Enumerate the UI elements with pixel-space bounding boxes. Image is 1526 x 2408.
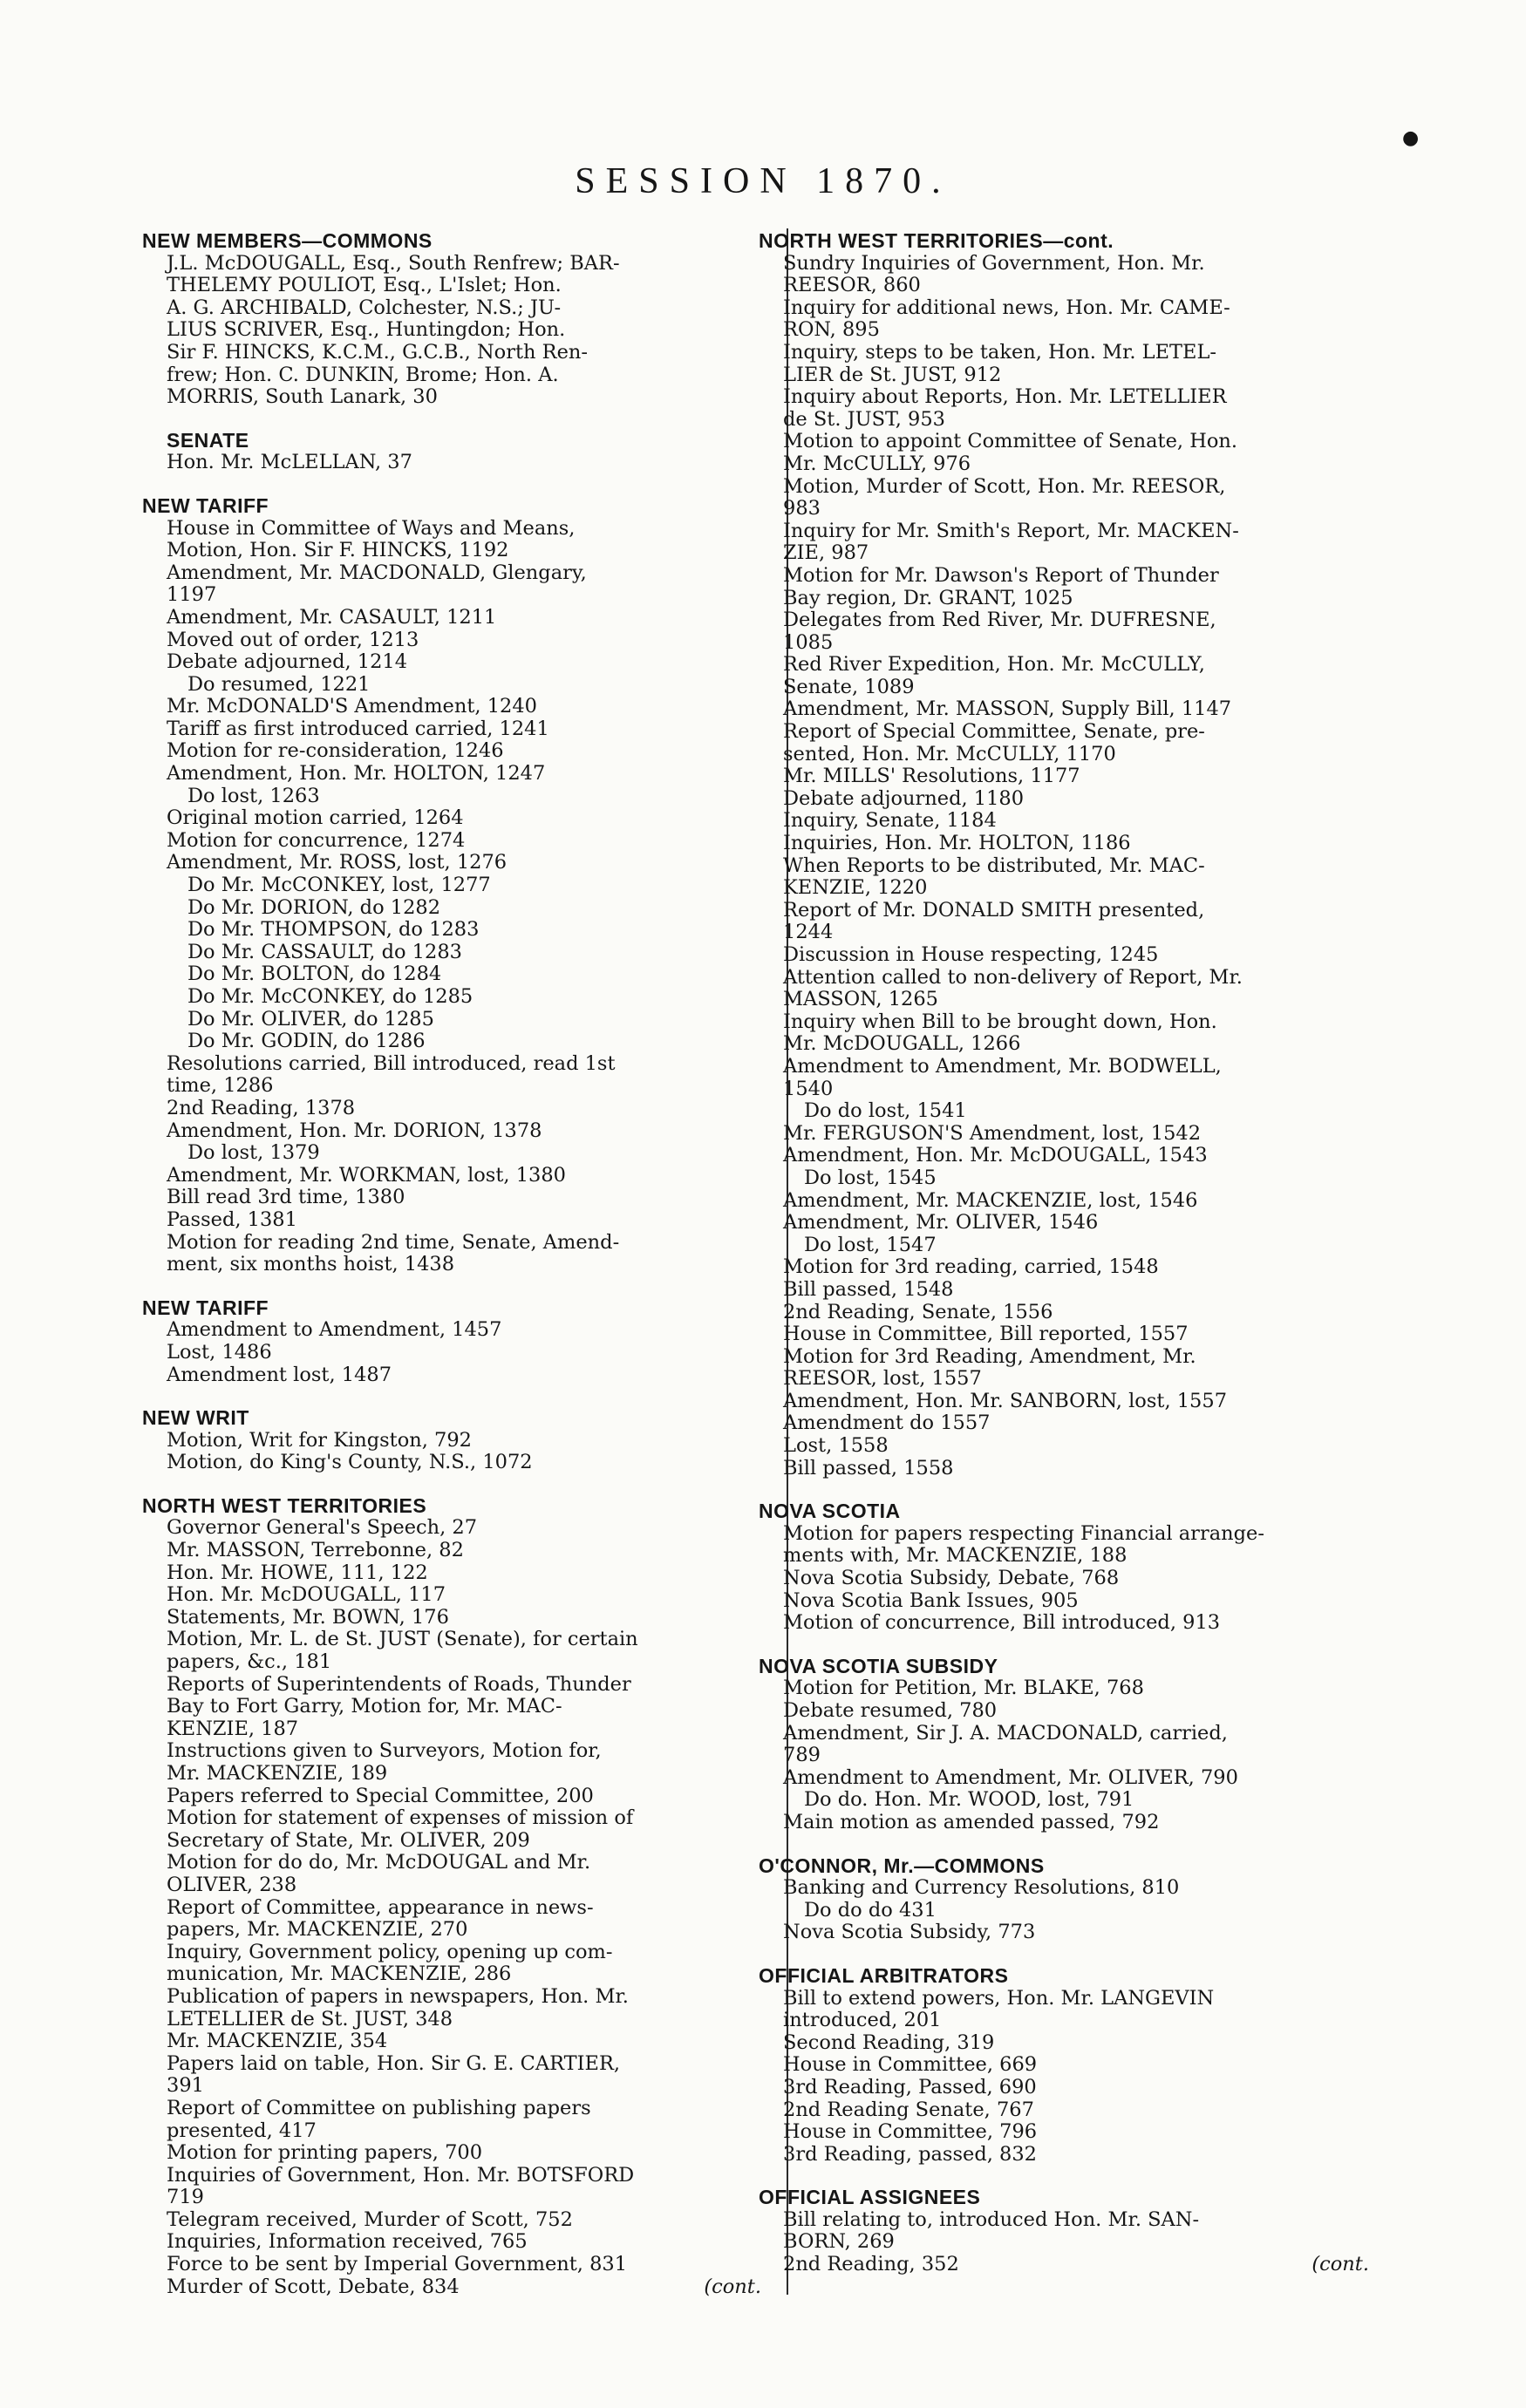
index-section: [142, 1297, 761, 1386]
index-line: Publication of papers in newspapers, Hon. Mr.: [167, 1984, 629, 2008]
index-line: ment, six months hoist, 1438: [167, 1253, 455, 1276]
index-line: Instructions given to Surveyors, Motion for,: [167, 1739, 602, 1763]
index-line: A. G. ARCHIBALD, Colchester, N.S.; JU-: [167, 296, 562, 319]
index-line: Motion for 3rd Reading, Amendment, Mr.: [783, 1344, 1196, 1368]
index-line: Hon. Mr. HOWE, 111, 122: [167, 1561, 428, 1584]
index-line: Motion for papers respecting Financial arrange-: [783, 1521, 1264, 1545]
index-line: ZIE, 987: [783, 541, 869, 565]
index-line: House in Committee, 669: [783, 2053, 1038, 2077]
index-line: Motion for Mr. Dawson's Report of Thunder: [783, 563, 1219, 587]
index-line: Mr. McDONALD'S Amendment, 1240: [167, 695, 537, 718]
section-heading: NOVA SCOTIA SUBSIDY: [759, 1654, 998, 1677]
section-gap: [759, 1479, 1369, 1500]
section-heading: NORTH WEST TERRITORIES: [142, 1493, 427, 1517]
index-line: Amendment to Amendment, Mr. BODWELL,: [783, 1054, 1222, 1078]
index-line: Do Mr. McCONKEY, do 1285: [187, 985, 473, 1008]
index-line: 3rd Reading, passed, 832: [783, 2142, 1037, 2166]
index-line: 2nd Reading, 1378: [167, 1096, 356, 1119]
index-line: Do Mr. THOMPSON, do 1283: [187, 918, 480, 942]
index-line: Inquiry, steps to be taken, Hon. Mr. LETEL-: [783, 340, 1216, 364]
index-line: Report of Committee on publishing papers: [167, 2096, 591, 2119]
index-line: Report of Mr. DONALD SMITH presented,: [783, 898, 1205, 922]
index-line: sented, Hon. Mr. McCULLY, 1170: [783, 742, 1116, 765]
index-line: Amendment, Mr. MASSON, Supply Bill, 1147: [783, 697, 1232, 721]
left-column: [142, 230, 761, 2298]
section-heading: NOVA SCOTIA: [759, 1500, 901, 1523]
section-gap: [759, 1635, 1369, 1656]
section-heading: NEW TARIFF: [142, 1296, 269, 1319]
index-section: [759, 1500, 1369, 1635]
index-line: Passed, 1381: [167, 1207, 297, 1231]
index-line: Amendment, Mr. ROSS, lost, 1276: [167, 851, 508, 874]
index-line: Amendment, Hon. Mr. SANBORN, lost, 1557: [783, 1389, 1228, 1412]
index-section: [142, 1495, 761, 2298]
index-line: Motion for do do, Mr. McDOUGAL and Mr.: [167, 1851, 591, 1874]
right-column: [759, 230, 1369, 2276]
index-line: Report of Special Committee, Senate, pre-: [783, 720, 1205, 744]
index-line: KENZIE, 1220: [783, 876, 928, 900]
index-line: Delegates from Red River, Mr. DUFRESNE,: [783, 609, 1216, 632]
section-gap: [142, 474, 761, 495]
index-line: Debate adjourned, 1180: [783, 786, 1025, 810]
index-line: 391: [167, 2074, 204, 2098]
index-line: Motion, Murder of Scott, Hon. Mr. REESOR,: [783, 474, 1226, 498]
section-gap: [759, 1944, 1369, 1965]
index-line: Mr. McDOUGALL, 1266: [783, 1032, 1021, 1056]
index-line: Secretary of State, Mr. OLIVER, 209: [167, 1828, 530, 1852]
section-gap: [759, 2166, 1369, 2187]
index-line: Hon. Mr. McLELLAN, 37: [167, 451, 412, 474]
index-line: Papers laid on table, Hon. Sir G. E. CARTIER,: [167, 2051, 621, 2075]
index-section: [759, 1965, 1369, 2166]
index-line: Do resumed, 1221: [187, 672, 371, 696]
index-line: Motion for Petition, Mr. BLAKE, 768: [783, 1677, 1144, 1700]
index-line: Motion for re-consideration, 1246: [167, 739, 504, 763]
index-line: Amendment, Mr. OLIVER, 1546: [783, 1211, 1099, 1235]
index-line: Amendment, Hon. Mr. HOLTON, 1247: [167, 762, 546, 786]
index-line: Do Mr. BOLTON, do 1284: [187, 963, 442, 986]
index-line: REESOR, lost, 1557: [783, 1367, 982, 1391]
index-line: LETELLIER de St. JUST, 348: [167, 2007, 453, 2030]
index-line: Inquiry for Mr. Smith's Report, Mr. MACKEN-: [783, 519, 1239, 542]
index-line: Bill read 3rd time, 1380: [167, 1186, 405, 1209]
index-line: Nova Scotia Subsidy, 773: [783, 1921, 1036, 1944]
index-line: THELEMY POULIOT, Esq., L'Islet; Hon.: [167, 274, 562, 297]
index-line: Amendment to Amendment, 1457: [167, 1318, 502, 1342]
index-line: Inquiries, Hon. Mr. HOLTON, 1186: [783, 832, 1131, 855]
index-line: Motion, Mr. L. de St. JUST (Senate), for certain: [167, 1628, 638, 1651]
index-line: House in Committee of Ways and Means,: [167, 516, 576, 540]
index-line: Do Mr. OLIVER, do 1285: [187, 1007, 434, 1031]
ink-dot: ●: [1402, 127, 1420, 149]
index-line: Motion to appoint Committee of Senate, Hon.: [783, 430, 1238, 453]
index-line: de St. JUST, 953: [783, 407, 945, 431]
index-line: Amendment, Hon. Mr. DORION, 1378: [167, 1119, 542, 1142]
index-line: When Reports to be distributed, Mr. MAC-: [783, 854, 1205, 877]
index-line: Force to be sent by Imperial Government, 831: [167, 2253, 628, 2276]
index-section: [142, 430, 761, 474]
index-line: Inquiry for additional news, Hon. Mr. CAME-: [783, 296, 1230, 319]
index-line: Mr. FERGUSON'S Amendment, lost, 1542: [783, 1121, 1202, 1145]
section-heading: NEW TARIFF: [142, 493, 269, 517]
index-line: BORN, 269: [783, 2230, 895, 2254]
section-heading: NORTH WEST TERRITORIES—cont.: [759, 229, 1114, 252]
index-line: 1244: [783, 921, 834, 944]
index-line: ments with, Mr. MACKENZIE, 188: [783, 1544, 1127, 1568]
section-heading: NEW WRIT: [142, 1406, 249, 1430]
index-line: Discussion in House respecting, 1245: [783, 943, 1159, 966]
index-line: LIUS SCRIVER, Esq., Huntingdon; Hon.: [167, 318, 566, 342]
index-line: House in Committee, Bill reported, 1557: [783, 1323, 1189, 1346]
index-line: presented, 417: [167, 2119, 317, 2142]
index-line: Amendment lost, 1487: [167, 1363, 392, 1386]
section-gap: [142, 409, 761, 430]
page-title: SESSION 1870.: [575, 161, 951, 201]
index-line: Tariff as first introduced carried, 1241: [167, 717, 549, 740]
index-line: Governor General's Speech, 27: [167, 1516, 478, 1540]
index-line: Papers referred to Special Committee, 200: [167, 1784, 594, 1807]
index-line: Mr. MACKENZIE, 189: [167, 1762, 388, 1785]
index-line: Amendment, Sir J. A. MACDONALD, carried,: [783, 1721, 1228, 1745]
index-line: Amendment, Mr. CASAULT, 1211: [167, 605, 497, 629]
index-line: Motion, do King's County, N.S., 1072: [167, 1451, 533, 1474]
index-line: OLIVER, 238: [167, 1873, 297, 1896]
index-line: Amendment, Mr. WORKMAN, lost, 1380: [167, 1163, 566, 1187]
index-line: 3rd Reading, Passed, 690: [783, 2075, 1037, 2098]
index-line: Main motion as amended passed, 792: [783, 1810, 1160, 1833]
section-gap: [142, 1386, 761, 1407]
index-line: Inquiry, Government policy, opening up com-: [167, 1940, 613, 1963]
index-line: Inquiry when Bill to be brought down, Hon.: [783, 1010, 1217, 1033]
index-line: Nova Scotia Subsidy, Debate, 768: [783, 1567, 1120, 1590]
index-line: Debate resumed, 780: [783, 1699, 998, 1722]
index-line: Bill to extend powers, Hon. Mr. LANGEVIN: [783, 1986, 1215, 2010]
section-heading: NEW MEMBERS—COMMONS: [142, 229, 433, 252]
index-line: Do lost, 1545: [804, 1166, 937, 1189]
index-section: [759, 230, 1369, 1479]
index-line: Do Mr. GODIN, do 1286: [187, 1030, 426, 1053]
index-line: Report of Committee, appearance in news-: [167, 1895, 594, 1919]
index-line: Second Reading, 319: [783, 2030, 995, 2054]
index-line: Bill passed, 1558: [783, 1456, 954, 1479]
index-line: Mr. MILLS' Resolutions, 1177: [783, 765, 1080, 788]
index-line: Bay region, Dr. GRANT, 1025: [783, 586, 1073, 609]
index-line: Attention called to non-delivery of Report, Mr.: [783, 965, 1243, 989]
index-line: Do lost, 1379: [187, 1141, 320, 1165]
section-heading: OFFICIAL ARBITRATORS: [759, 1963, 1009, 1987]
index-line: Red River Expedition, Hon. Mr. McCULLY,: [783, 653, 1205, 677]
index-line: Motion for printing papers, 700: [167, 2141, 483, 2165]
index-line: Motion, Writ for Kingston, 792: [167, 1428, 472, 1452]
index-line: House in Committee, 796: [783, 2120, 1038, 2144]
index-line: J.L. McDOUGALL, Esq., South Renfrew; BAR-: [167, 251, 620, 275]
continued-marker: (cont.: [1311, 2253, 1369, 2276]
index-line: Motion of concurrence, Bill introduced, 913: [783, 1611, 1221, 1635]
index-line: MORRIS, South Lanark, 30: [167, 385, 438, 409]
index-line: Banking and Currency Resolutions, 810: [783, 1876, 1180, 1900]
index-line: Mr. MASSON, Terrebonne, 82: [167, 1539, 464, 1562]
section-gap: [142, 1474, 761, 1495]
index-line: KENZIE, 187: [167, 1717, 299, 1740]
index-line: Do do do 431: [804, 1898, 937, 1922]
index-line: Murder of Scott, Debate, 834 (cont.: [167, 2275, 761, 2298]
continued-marker: (cont.: [704, 2275, 761, 2298]
index-line: Mr. MACKENZIE, 354: [167, 2030, 388, 2053]
index-line: 983: [783, 497, 821, 520]
index-line: Sundry Inquiries of Government, Hon. Mr.: [783, 251, 1205, 275]
index-line: Do Mr. McCONKEY, lost, 1277: [187, 874, 491, 897]
index-line: Amendment to Amendment, Mr. OLIVER, 790: [783, 1765, 1238, 1789]
index-line: Reports of Superintendents of Roads, Thunder: [167, 1672, 631, 1696]
index-section: [142, 230, 761, 409]
index-line: Hon. Mr. McDOUGALL, 117: [167, 1583, 446, 1607]
index-line: Amendment, Mr. MACDONALD, Glengary,: [167, 561, 587, 584]
index-line: 2nd Reading Senate, 767: [783, 2098, 1034, 2121]
index-line: Motion for reading 2nd time, Senate, Amend-: [167, 1230, 620, 1254]
index-line: 789: [783, 1744, 821, 1767]
index-line: frew; Hon. C. DUNKIN, Brome; Hon. A.: [167, 363, 559, 386]
index-line: munication, Mr. MACKENZIE, 286: [167, 1962, 512, 1986]
index-line: REESOR, 860: [783, 274, 921, 297]
index-line: Motion for statement of expenses of mission of: [167, 1806, 634, 1830]
section-gap: [142, 1276, 761, 1297]
index-line: papers, Mr. MACKENZIE, 270: [167, 1918, 468, 1942]
index-section: [759, 1855, 1369, 1944]
index-line: Statements, Mr. BOWN, 176: [167, 1605, 449, 1629]
index-line: MASSON, 1265: [783, 988, 938, 1011]
index-line: Telegram received, Murder of Scott, 752: [167, 2207, 573, 2231]
index-line: Senate, 1089: [783, 675, 915, 698]
index-line: Debate adjourned, 1214: [167, 650, 408, 674]
section-gap: [759, 1834, 1369, 1855]
index-line: RON, 895: [783, 318, 880, 342]
index-line: Motion for 3rd reading, carried, 1548: [783, 1255, 1159, 1279]
index-line: Inquiry, Senate, 1184: [783, 809, 997, 833]
index-line: Amendment do 1557: [783, 1411, 991, 1435]
index-line: 1085: [783, 630, 834, 654]
index-line: Original motion carried, 1264: [167, 806, 464, 830]
index-section: [759, 2187, 1369, 2275]
index-line: 1197: [167, 583, 217, 607]
index-line: Bay to Fort Garry, Motion for, Mr. MAC-: [167, 1695, 562, 1718]
section-heading: OFFICIAL ASSIGNEES: [759, 2186, 981, 2209]
index-line: Do lost, 1263: [187, 784, 320, 807]
index-line: Amendment, Hon. Mr. McDOUGALL, 1543: [783, 1144, 1208, 1167]
index-line: Nova Scotia Bank Issues, 905: [783, 1588, 1079, 1612]
index-line: Inquiries, Information received, 765: [167, 2230, 528, 2254]
index-line: 1540: [783, 1077, 834, 1100]
index-line: Amendment, Mr. MACKENZIE, lost, 1546: [783, 1188, 1198, 1212]
index-line: Do Mr. DORION, do 1282: [187, 895, 441, 919]
index-line: Moved out of order, 1213: [167, 628, 419, 651]
index-line: Lost, 1558: [783, 1434, 889, 1458]
index-line: Do lost, 1547: [804, 1233, 937, 1256]
index-line: Do do lost, 1541: [804, 1099, 967, 1123]
index-line: 2nd Reading, 352 (cont.: [783, 2253, 1369, 2276]
index-line: Lost, 1486: [167, 1340, 272, 1364]
index-line: Sir F. HINCKS, K.C.M., G.C.B., North Ren-: [167, 340, 588, 364]
index-line: Do Mr. CASSAULT, do 1283: [187, 940, 462, 963]
index-line: Mr. McCULLY, 976: [783, 452, 971, 475]
index-line: Inquiry about Reports, Hon. Mr. LETELLIER: [783, 385, 1227, 409]
index-line: 2nd Reading, Senate, 1556: [783, 1300, 1053, 1323]
index-line: Resolutions carried, Bill introduced, read 1st: [167, 1051, 616, 1075]
index-line: 719: [167, 2186, 204, 2209]
section-heading: SENATE: [167, 428, 249, 452]
index-line: Motion, Hon. Sir F. HINCKS, 1192: [167, 539, 509, 562]
index-section: [142, 495, 761, 1276]
index-line: LIER de St. JUST, 912: [783, 363, 1002, 386]
index-line: Bill relating to, introduced Hon. Mr. SAN-: [783, 2207, 1200, 2231]
index-line: Do do. Hon. Mr. WOOD, lost, 791: [804, 1788, 1134, 1812]
section-heading: O'CONNOR, Mr.—COMMONS: [759, 1854, 1045, 1877]
index-line: Motion for concurrence, 1274: [167, 828, 466, 852]
index-section: [142, 1407, 761, 1474]
index-line: introduced, 201: [783, 2009, 942, 2032]
index-line: Inquiries of Government, Hon. Mr. BOTSFORD: [167, 2163, 635, 2187]
index-section: [759, 1656, 1369, 1834]
index-line: papers, &c., 181: [167, 1650, 332, 1674]
index-line: time, 1286: [167, 1074, 274, 1098]
index-line: Bill passed, 1548: [783, 1277, 954, 1301]
